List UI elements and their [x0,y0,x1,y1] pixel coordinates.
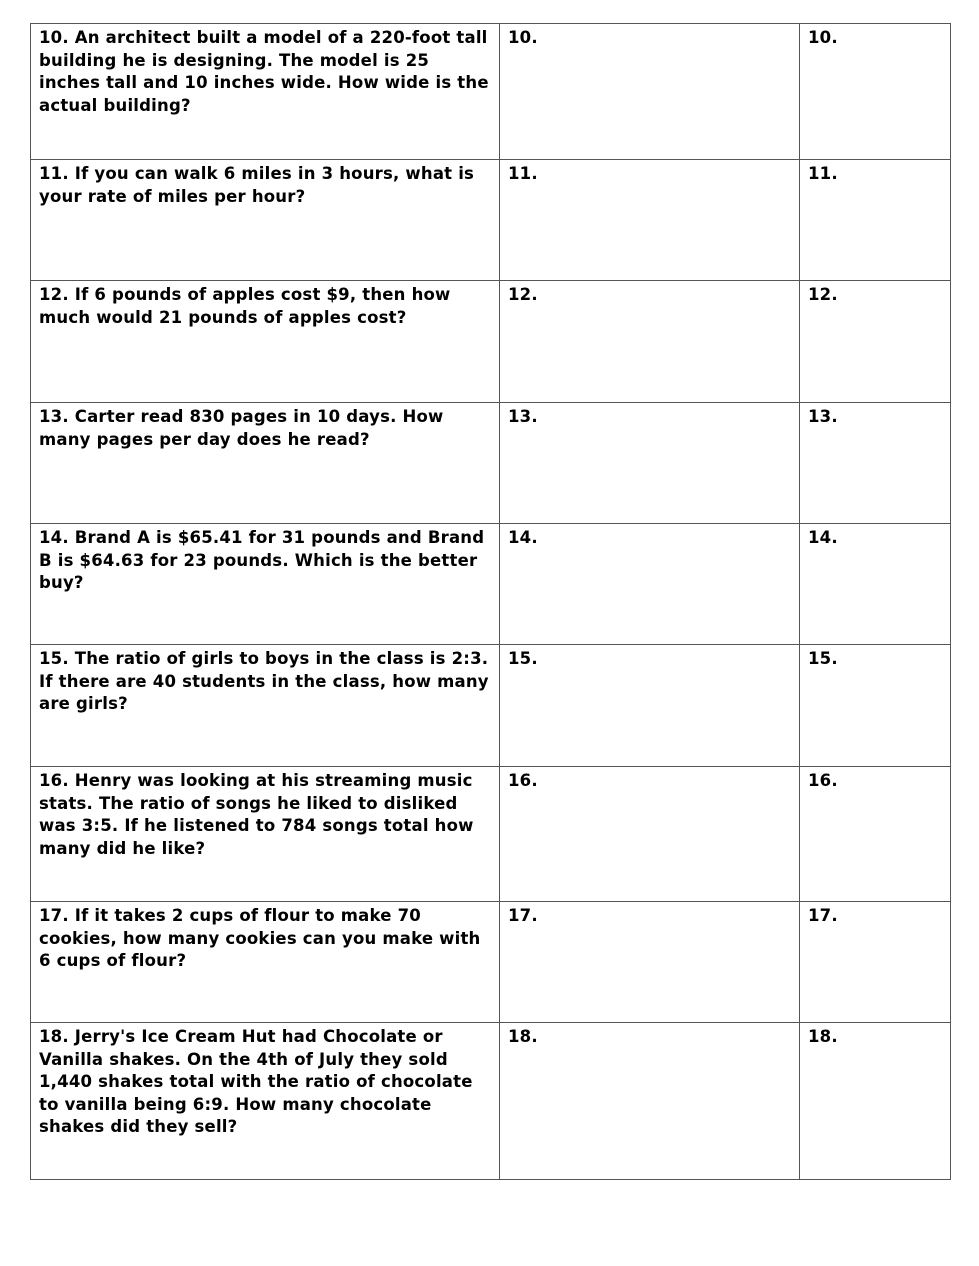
work-cell: 16. [500,767,800,902]
table-row [31,524,951,645]
answer-cell: 17. [800,902,951,1023]
question-cell: 10. An architect built a model of a 220-foot tall building he is designing. The model is 25 inches tall and 10 inches wide. How wide is the actual building? [31,24,500,160]
answer-cell: 11. [800,160,951,281]
work-cell: 17. [500,902,800,1023]
work-cell: 11. [500,160,800,281]
table-row [31,767,951,902]
work-cell: 10. [500,24,800,160]
work-cell: 15. [500,645,800,767]
table-row [31,24,951,160]
work-cell: 13. [500,403,800,524]
question-cell: 11. If you can walk 6 miles in 3 hours, what is your rate of miles per hour? [31,160,500,281]
answer-cell: 14. [800,524,951,645]
question-cell: 15. The ratio of girls to boys in the class is 2:3. If there are 40 students in the class, how many are girls? [31,645,500,767]
question-cell: 17. If it takes 2 cups of flour to make 70 cookies, how many cookies can you make with 6 cups of flour? [31,902,500,1023]
answer-cell: 13. [800,403,951,524]
table-row [31,281,951,403]
answer-cell: 10. [800,24,951,160]
table-row [31,160,951,281]
table-row [31,902,951,1023]
question-cell: 14. Brand A is $65.41 for 31 pounds and Brand B is $64.63 for 23 pounds. Which is the better buy? [31,524,500,645]
work-cell: 18. [500,1023,800,1180]
answer-cell: 18. [800,1023,951,1180]
work-cell: 14. [500,524,800,645]
question-cell: 16. Henry was looking at his streaming music stats. The ratio of songs he liked to disliked was 3:5. If he listened to 784 songs total how many did he like? [31,767,500,902]
answer-cell: 15. [800,645,951,767]
table-row [31,1023,951,1180]
work-cell: 12. [500,281,800,403]
answer-cell: 16. [800,767,951,902]
answer-cell: 12. [800,281,951,403]
question-cell: 18. Jerry's Ice Cream Hut had Chocolate or Vanilla shakes. On the 4th of July they sold 1,440 shakes total with the ratio of chocolate to vanilla being 6:9. How many chocolate shakes did they sell? [31,1023,500,1180]
table-row [31,645,951,767]
table-row [31,403,951,524]
worksheet-table [30,23,951,1180]
question-cell: 13. Carter read 830 pages in 10 days. How many pages per day does he read? [31,403,500,524]
question-cell: 12. If 6 pounds of apples cost $9, then how much would 21 pounds of apples cost? [31,281,500,403]
